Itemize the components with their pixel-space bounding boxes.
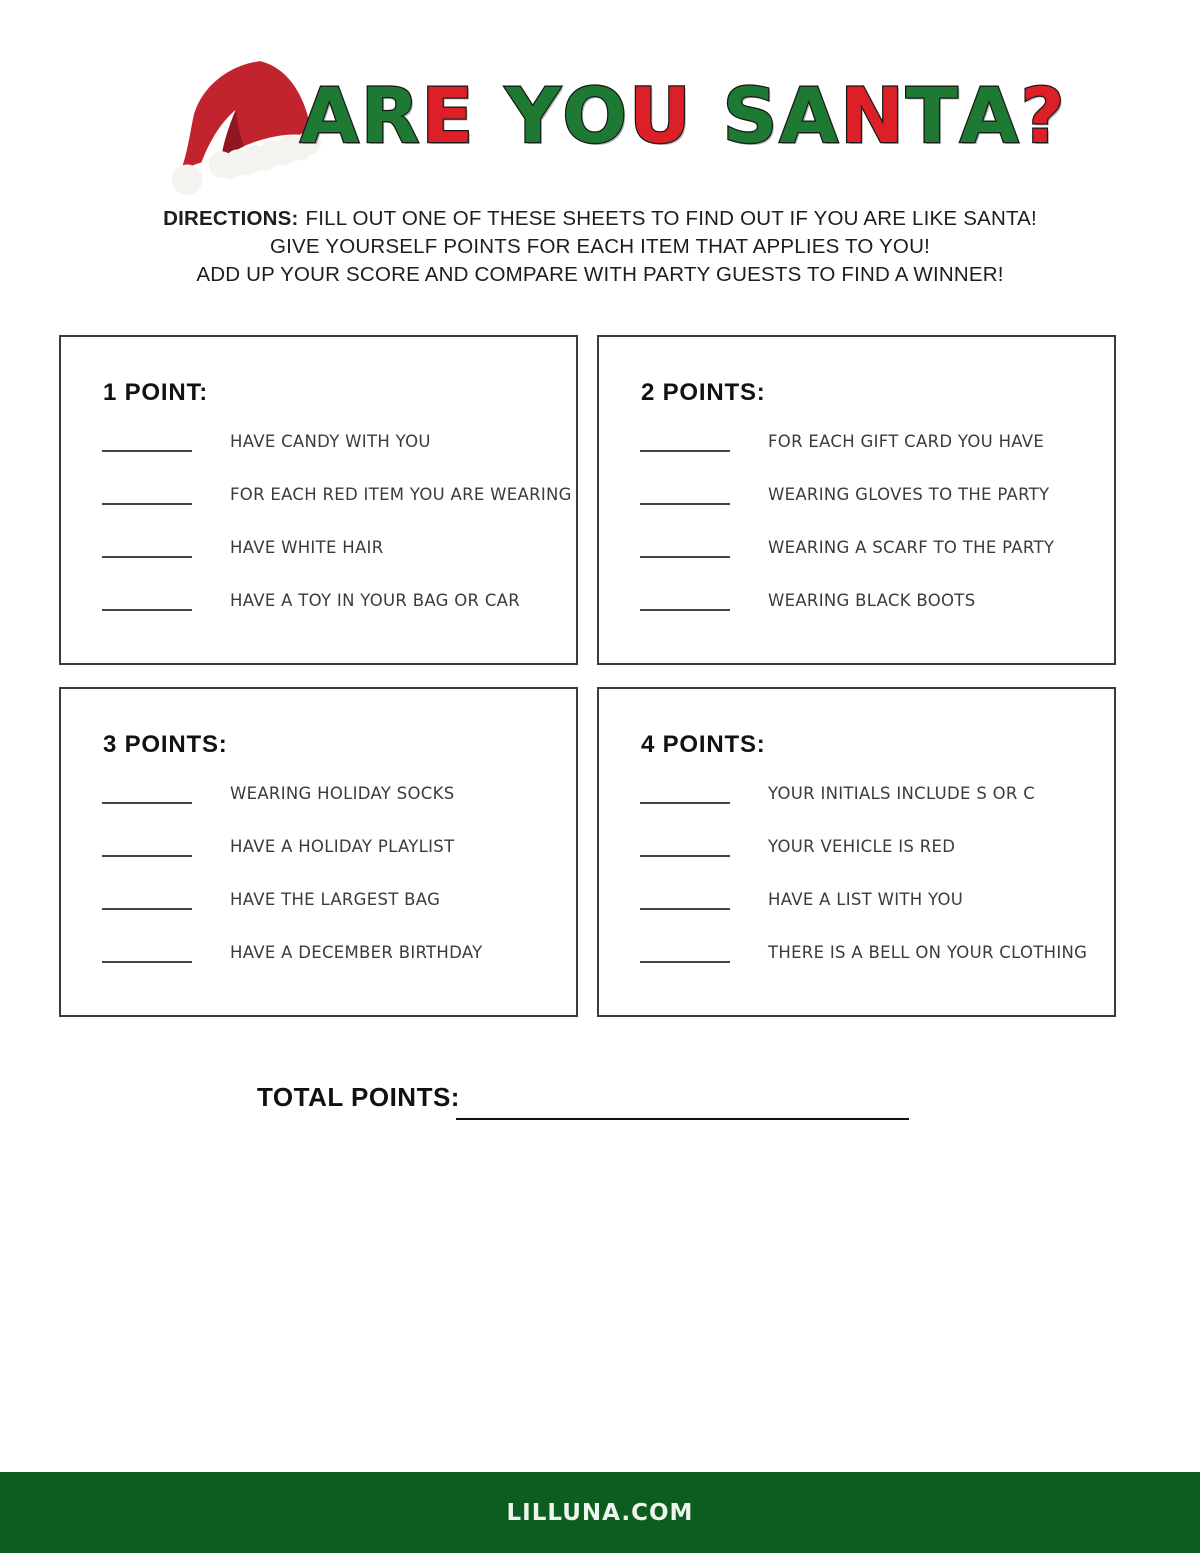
title-word-santa — [723, 71, 1067, 160]
title-letter: A — [779, 71, 841, 160]
score-item-list — [640, 415, 1100, 627]
score-box-heading: 1 POINT: — [103, 379, 209, 406]
score-box-3-points — [59, 687, 578, 1017]
score-item-label: FOR EACH GIFT CARD YOU HAVE — [768, 432, 1045, 451]
score-item-row — [640, 926, 1100, 979]
directions-line-3: ADD UP YOUR SCORE AND COMPARE WITH PARTY GUESTS TO FIND A WINNER! — [196, 263, 1004, 286]
title-letter: A — [300, 71, 361, 160]
score-item-row — [640, 574, 1100, 627]
footer-site-link: LILLUNA.COM — [506, 1499, 694, 1526]
score-item-label: HAVE A HOLIDAY PLAYLIST — [230, 837, 455, 856]
score-blank-line — [102, 943, 192, 963]
score-item-list — [640, 767, 1100, 979]
total-points-label: TOTAL POINTS: — [257, 1082, 460, 1112]
title-letter: R — [360, 71, 422, 160]
title-letter: U — [628, 71, 693, 160]
title-letter: S — [722, 71, 780, 160]
score-item-row — [102, 415, 562, 468]
score-blank-line — [640, 943, 730, 963]
directions-label: DIRECTIONS: — [163, 207, 299, 230]
score-blank-line — [640, 538, 730, 558]
score-blank-line — [102, 837, 192, 857]
score-box-1-point — [59, 335, 578, 665]
score-item-label: WEARING A SCARF TO THE PARTY — [768, 538, 1055, 557]
title-letter: T — [905, 71, 960, 160]
title-letter: N — [840, 71, 906, 160]
score-item-row — [640, 468, 1100, 521]
directions-line-2: GIVE YOURSELF POINTS FOR EACH ITEM THAT APPLIES TO YOU! — [270, 235, 930, 258]
score-item-label: YOUR INITIALS INCLUDE S OR C — [768, 784, 1036, 803]
santa-hat-pompom — [172, 165, 202, 195]
score-item-label: HAVE WHITE HAIR — [230, 538, 384, 557]
score-blank-line — [102, 538, 192, 558]
score-item-label: HAVE CANDY WITH YOU — [230, 432, 431, 451]
score-blank-line — [640, 485, 730, 505]
score-blank-line — [102, 432, 192, 452]
score-blank-line — [640, 837, 730, 857]
title-letter: Y — [505, 71, 563, 160]
score-box-heading: 3 POINTS: — [103, 731, 228, 758]
score-box-heading: 4 POINTS: — [641, 731, 766, 758]
score-blank-line — [640, 890, 730, 910]
score-box-4-points — [597, 687, 1116, 1017]
score-blank-line — [102, 890, 192, 910]
score-blank-line — [102, 784, 192, 804]
directions-text — [0, 205, 1200, 289]
score-item-label: WEARING BLACK BOOTS — [768, 591, 976, 610]
title-letter: E — [421, 71, 476, 160]
score-item-list — [102, 767, 562, 979]
page-title — [300, 58, 1067, 173]
score-item-row — [640, 873, 1100, 926]
score-item-row — [640, 521, 1100, 574]
score-item-label: HAVE A TOY IN YOUR BAG OR CAR — [230, 591, 521, 610]
score-item-row — [640, 415, 1100, 468]
score-item-row — [640, 820, 1100, 873]
title-letter: A — [959, 71, 1021, 160]
score-item-row — [102, 574, 562, 627]
score-box-heading: 2 POINTS: — [641, 379, 766, 406]
score-item-label: HAVE A LIST WITH YOU — [768, 890, 964, 909]
score-item-row — [102, 926, 562, 979]
score-item-label: HAVE THE LARGEST BAG — [230, 890, 441, 909]
score-box-2-points — [597, 335, 1116, 665]
score-item-row — [102, 820, 562, 873]
score-blank-line — [640, 784, 730, 804]
score-item-label: THERE IS A BELL ON YOUR CLOTHING — [768, 943, 1088, 962]
score-item-row — [640, 767, 1100, 820]
title-letter: ? — [1020, 71, 1067, 160]
title-word-you — [505, 71, 692, 160]
score-item-row — [102, 521, 562, 574]
score-item-row — [102, 873, 562, 926]
title-word-are — [300, 71, 475, 160]
score-item-label: WEARING HOLIDAY SOCKS — [230, 784, 455, 803]
title-letter: O — [562, 71, 629, 160]
score-item-row — [102, 767, 562, 820]
directions-line-1: DIRECTIONS: FILL OUT ONE OF THESE SHEETS TO FIND OUT IF YOU ARE LIKE SANTA! — [163, 207, 1037, 230]
score-item-label: WEARING GLOVES TO THE PARTY — [768, 485, 1050, 504]
score-item-label: YOUR VEHICLE IS RED — [768, 837, 956, 856]
score-blank-line — [640, 591, 730, 611]
score-item-list — [102, 415, 572, 627]
score-blank-line — [102, 591, 192, 611]
score-item-label: HAVE A DECEMBER BIRTHDAY — [230, 943, 483, 962]
total-points-blank-line — [456, 1118, 909, 1120]
score-item-row — [102, 468, 572, 521]
score-blank-line — [640, 432, 730, 452]
score-item-label: FOR EACH RED ITEM YOU ARE WEARING — [230, 485, 572, 504]
score-blank-line — [102, 485, 192, 505]
footer-bar — [0, 1472, 1200, 1553]
